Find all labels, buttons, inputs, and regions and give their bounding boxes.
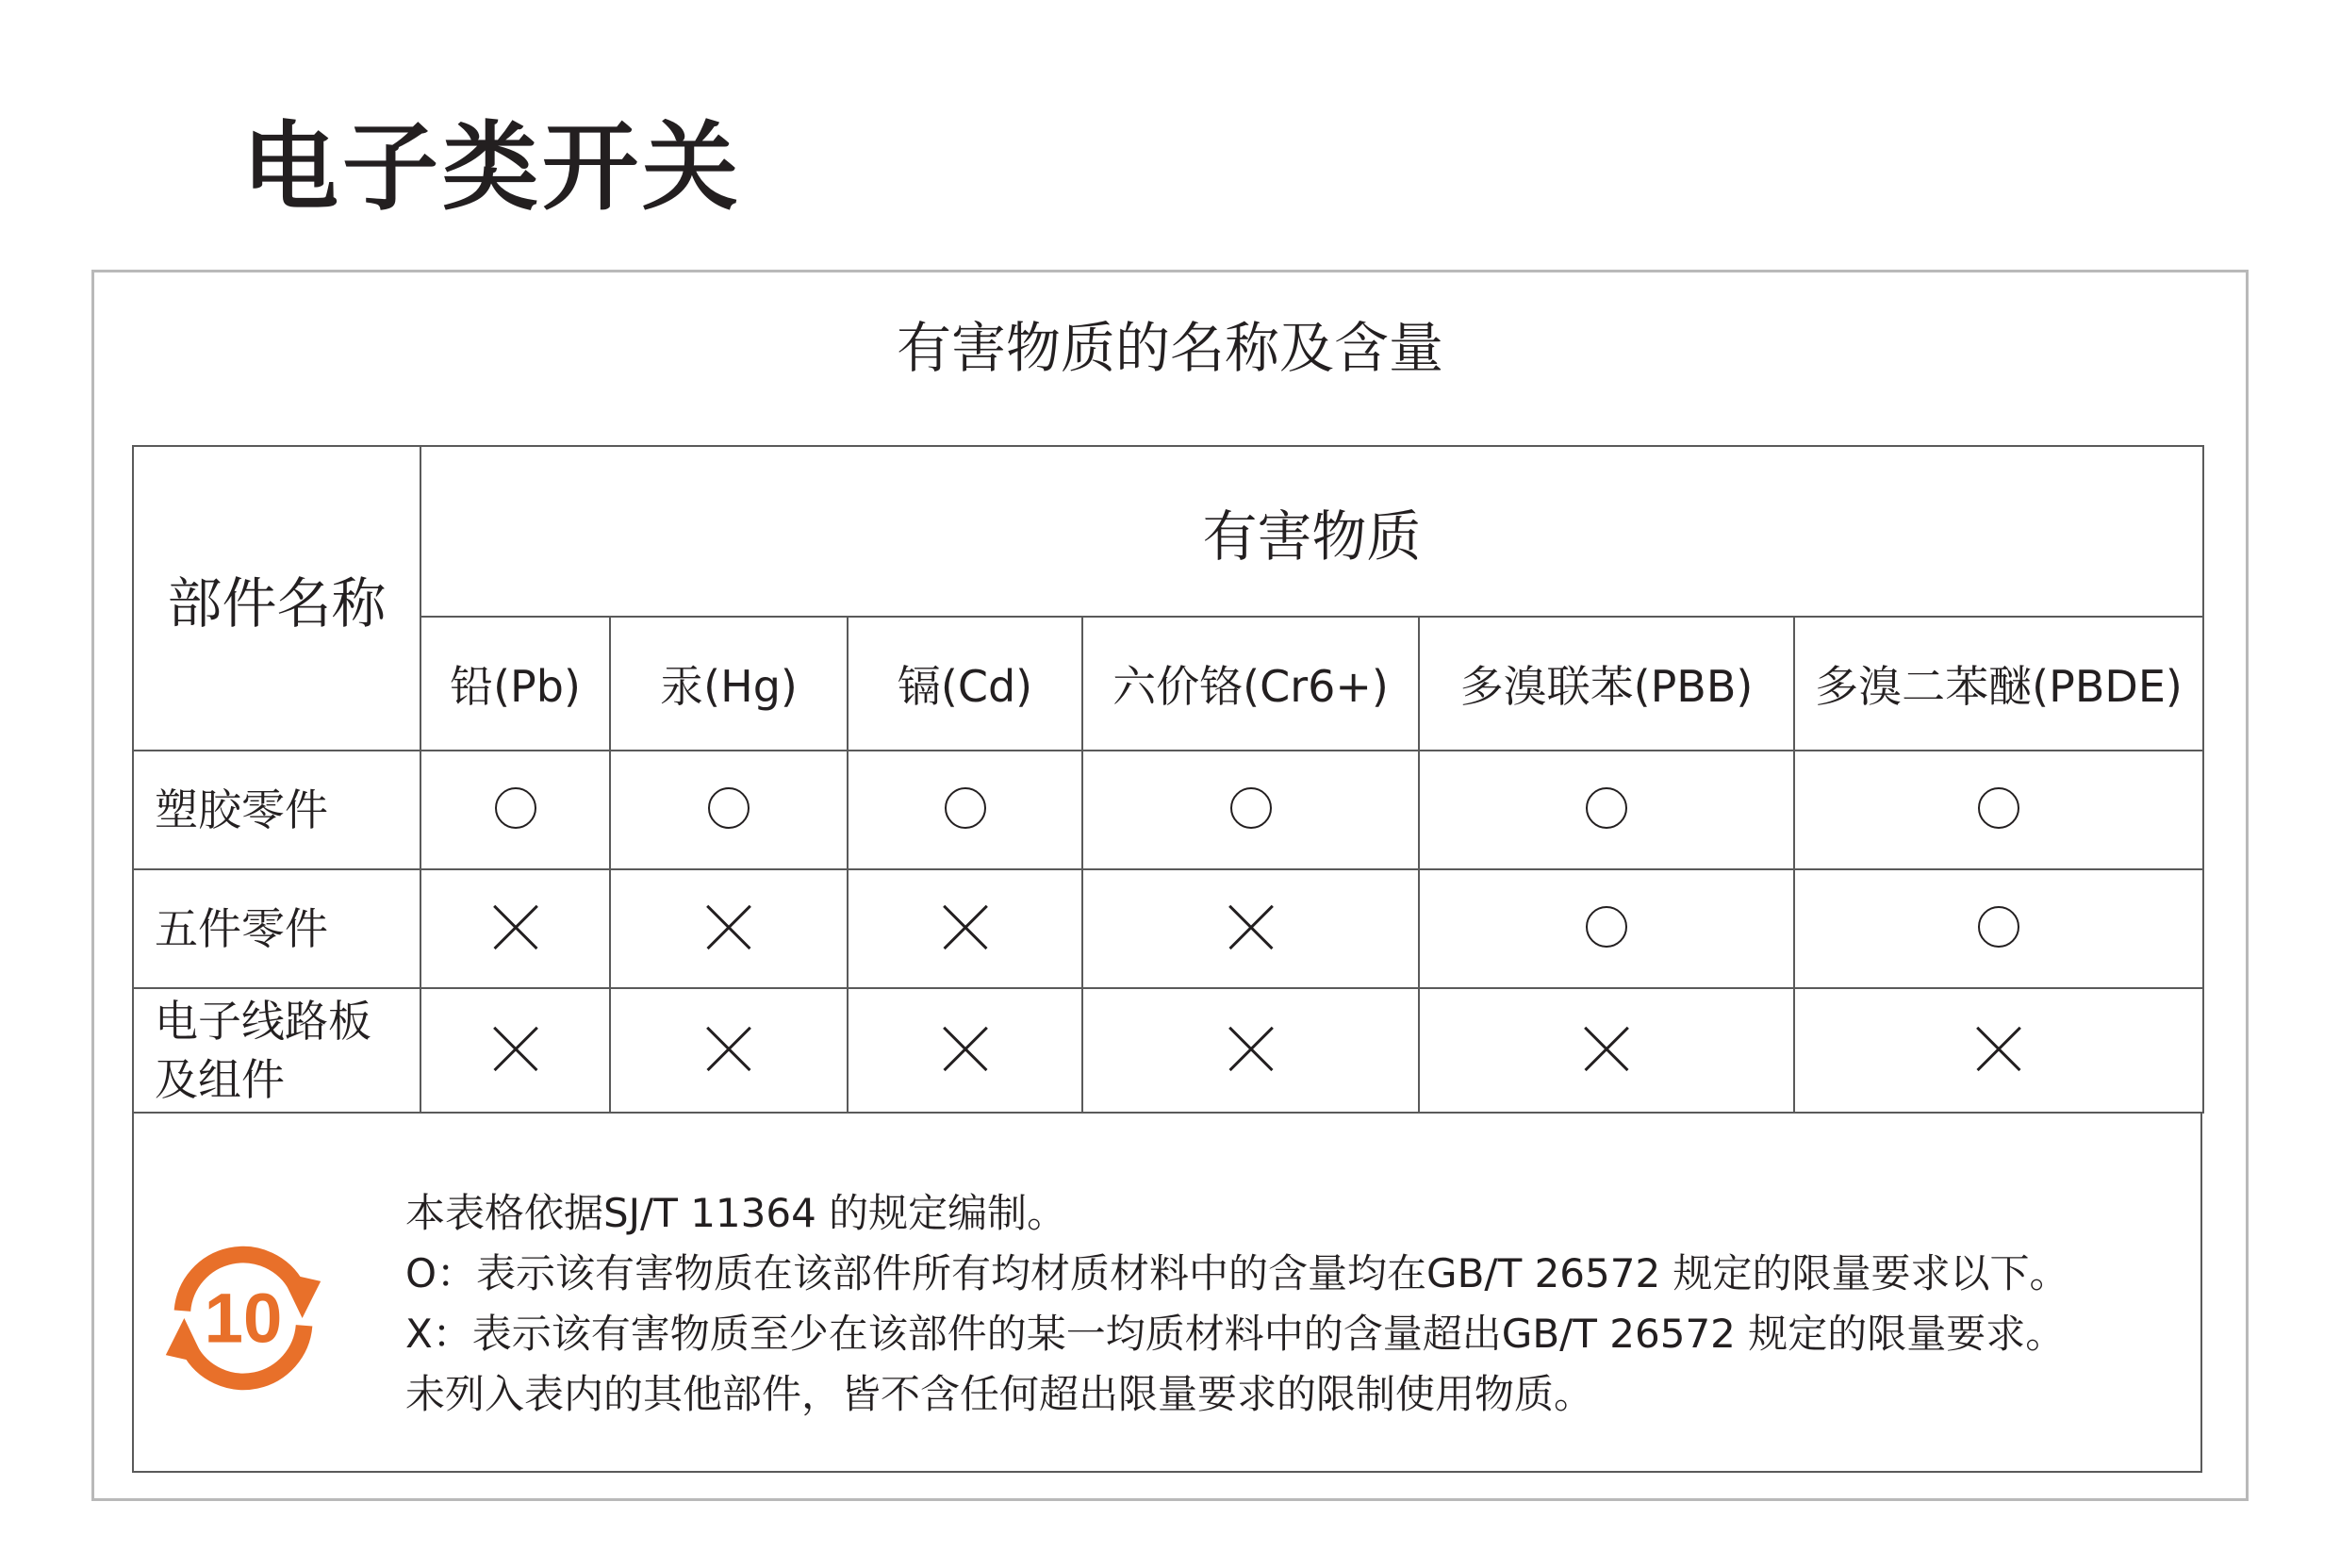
- header-hazard-group: 有害物质: [420, 446, 2203, 617]
- table-row: [133, 869, 2203, 988]
- mark-cell: [1082, 988, 1419, 1113]
- header-substance-pb: 铅(Pb): [420, 617, 610, 751]
- mark-cell: [1794, 751, 2203, 869]
- header-part-name: 部件名称: [133, 446, 420, 751]
- cross-mark-icon: [1228, 1026, 1274, 1071]
- cross-mark-icon: [1976, 1026, 2021, 1071]
- note-line: 本表格依据SJ/T 11364 的规定编制。: [405, 1190, 1067, 1236]
- row-part-name: [133, 988, 420, 1113]
- row-part-name: 五件零件: [133, 869, 420, 988]
- mark-cell: [848, 751, 1082, 869]
- environment-protection-use-period-icon: [151, 1233, 336, 1403]
- mark-cell: [1419, 869, 1794, 988]
- circle-mark-icon: [1230, 787, 1272, 829]
- mark-cell: [420, 869, 610, 988]
- cross-mark-icon: [706, 904, 751, 949]
- header-substance-hg: 汞(Hg): [610, 617, 848, 751]
- table-caption: 有害物质的名称及含量: [896, 316, 1443, 380]
- mark-cell: [1794, 988, 2203, 1113]
- mark-cell: [1082, 751, 1419, 869]
- mark-cell: [1419, 988, 1794, 1113]
- mark-cell: [848, 869, 1082, 988]
- row-part-name-line2: 及组件: [155, 1054, 285, 1105]
- header-substance-pbb: 多溴联苯(PBB): [1419, 617, 1794, 751]
- circle-mark-icon: [1978, 906, 2019, 948]
- cross-mark-icon: [706, 1026, 751, 1071]
- circle-mark-icon: [708, 787, 750, 829]
- notes: [405, 1183, 2069, 1425]
- table-row: [133, 751, 2203, 869]
- mark-cell: [420, 751, 610, 869]
- note-line: O：表示该有害物质在该部件所有均材质材料中的含量均在GB/T 26572 规定的限量要求以下。: [405, 1250, 2069, 1296]
- table-row: [133, 988, 2203, 1113]
- cross-mark-icon: [1228, 904, 1274, 949]
- header-substance-pbde: 多溴二苯醚(PBDE): [1794, 617, 2203, 751]
- mark-cell: [610, 869, 848, 988]
- circle-mark-icon: [945, 787, 986, 829]
- cross-mark-icon: [943, 1026, 988, 1071]
- note-line: X：表示该有害物质至少在该部件的某一均质材料中的含量超出GB/T 26572 规定的限量要求。: [405, 1311, 2066, 1357]
- circle-mark-icon: [1586, 906, 1627, 948]
- circle-mark-icon: [495, 787, 536, 829]
- mark-cell: [610, 988, 848, 1113]
- mark-cell: [610, 751, 848, 869]
- row-part-name: 塑胶零件: [133, 751, 420, 869]
- mark-cell: [1082, 869, 1419, 988]
- header-substance-cr6: 六价铬(Cr6+): [1082, 617, 1419, 751]
- logo-text: 10: [204, 1279, 283, 1358]
- hazardous-substance-table: [132, 445, 2204, 1114]
- circle-mark-icon: [1978, 787, 2019, 829]
- cross-mark-icon: [493, 1026, 538, 1071]
- mark-cell: [1419, 751, 1794, 869]
- header-substance-cd: 镉(Cd): [848, 617, 1082, 751]
- cross-mark-icon: [943, 904, 988, 949]
- circle-mark-icon: [1586, 787, 1627, 829]
- row-part-name-line1: 电子线路板: [155, 995, 371, 1047]
- mark-cell: [420, 988, 610, 1113]
- mark-cell: [1794, 869, 2203, 988]
- note-line: 未列入表内的其他部件，皆不含任何超出限量要求的限制使用物质。: [405, 1371, 1594, 1417]
- cross-mark-icon: [493, 904, 538, 949]
- cross-mark-icon: [1584, 1026, 1629, 1071]
- page-title: 电子类开关: [242, 112, 742, 224]
- mark-cell: [848, 988, 1082, 1113]
